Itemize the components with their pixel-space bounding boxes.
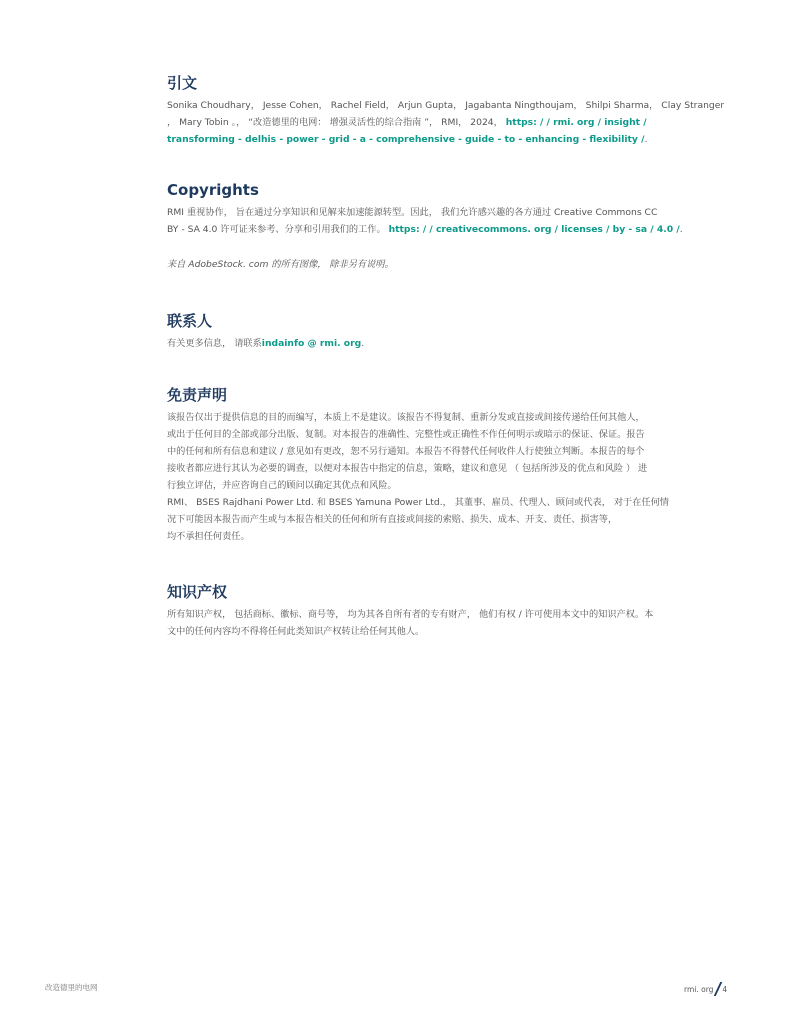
disclaimer-line: 或出于任何目的全部或部分出版、复制。对本报告的准确性、完整性或正确性不作任何明示或暗示的保证、保证。报告 xyxy=(167,429,645,440)
contact-section xyxy=(167,311,757,352)
ip-heading: 知识产权 xyxy=(167,583,228,601)
ip-text xyxy=(167,606,757,640)
ip-line: 所有知识产权， 包括商标、徽标、商号等， 均为其各自所有者的专有财产， 他们有权 / 许可使用本文中的知识产权。本 xyxy=(167,609,654,620)
citation-line2: ， Mary Tobin 。， “改造德里的电网： 增强灵活性的综合指南 ”， RMI， 2024， xyxy=(167,117,503,128)
creativecommons-link[interactable]: https: / / creativecommons. org / licenses / by - sa / 4.0 / xyxy=(388,224,680,235)
footer-site[interactable]: rmi. org xyxy=(684,984,714,994)
disclaimer-text xyxy=(167,409,757,545)
copyrights-line2: BY - SA 4.0 许可证来参考、分享和引用我们的工作。 xyxy=(167,224,386,235)
copyrights-line1: RMI 重视协作， 旨在通过分享知识和见解来加速能源转型。因此， 我们允许感兴趣的各方通过 Creative Commons CC xyxy=(167,207,658,218)
citation-line1: Sonika Choudhary， Jesse Cohen， Rachel Field， Arjun Gupta， Jagabanta Ningthoujam， Shilpi Sharma， Clay Stranger xyxy=(167,100,725,111)
ip-line: 文中的任何内容均不得将任何此类知识产权转让给任何其他人。 xyxy=(167,626,425,637)
copyrights-text xyxy=(167,204,757,238)
copyrights-heading: Copyrights xyxy=(167,181,259,199)
slash-divider-icon xyxy=(714,982,723,996)
disclaimer-line: 行独立评估，并应咨询自己的顾问以确定其优点和风险。 xyxy=(167,480,397,491)
contact-email-link[interactable]: indainfo @ rmi. org xyxy=(261,338,362,349)
copyrights-section xyxy=(167,180,757,238)
image-credit-section xyxy=(167,256,757,273)
disclaimer-heading: 免责声明 xyxy=(167,386,228,404)
citation-text xyxy=(167,97,757,148)
disclaimer-line: 中的任何和所有信息和建议 / 意见如有更改，恕不另行通知。本报告不得替代任何收件人行使独立判断。本报告的每个 xyxy=(167,446,645,457)
citation-link-part1[interactable]: https: / / rmi. org / insight / xyxy=(505,117,647,128)
disclaimer-line: RMI、 BSES Rajdhani Power Ltd. 和 BSES Yamuna Power Ltd.， 其董事、雇员、代理人、顾问或代表， 对于在任何情 xyxy=(167,497,669,508)
intellectual-property-section xyxy=(167,582,757,640)
contact-text xyxy=(167,335,757,352)
contact-suffix: . xyxy=(361,338,365,349)
page-number: 4 xyxy=(722,984,728,994)
citation-section xyxy=(167,73,757,148)
contact-prefix: 有关更多信息， 请联系 xyxy=(167,338,262,349)
disclaimer-line: 况下可能因本报告而产生或与本报告相关的任何和所有直接或间接的索赔、损失、成本、开支、责任、损害等， xyxy=(167,514,618,525)
disclaimer-line: 均不承担任何责任。 xyxy=(167,531,250,542)
disclaimer-line: 该报告仅出于提供信息的目的而编写，本质上不是建议。该报告不得复制、重新分发或直接或间接传递给任何其他人， xyxy=(167,412,645,423)
disclaimer-line: 接收者都应进行其认为必要的调查，以便对本报告中指定的信息，策略，建议和意见 （ 包括所涉及的优点和风险 ） 进 xyxy=(167,463,648,474)
image-credit-text: 来自 AdobeStock. com 的所有图像， 除非另有说明。 xyxy=(167,259,394,270)
citation-link-suffix: . xyxy=(644,134,648,145)
footer-document-title: 改造德里的电网 xyxy=(45,983,98,992)
contact-heading: 联系人 xyxy=(167,312,213,330)
disclaimer-section xyxy=(167,385,757,545)
footer-page-info xyxy=(684,982,727,996)
copyrights-link-suffix: . xyxy=(679,224,683,235)
citation-link-part2[interactable]: transforming - delhis - power - grid - a - comprehensive - guide - to - enhancing - flexibility / xyxy=(167,134,645,145)
citation-heading: 引文 xyxy=(167,74,198,92)
